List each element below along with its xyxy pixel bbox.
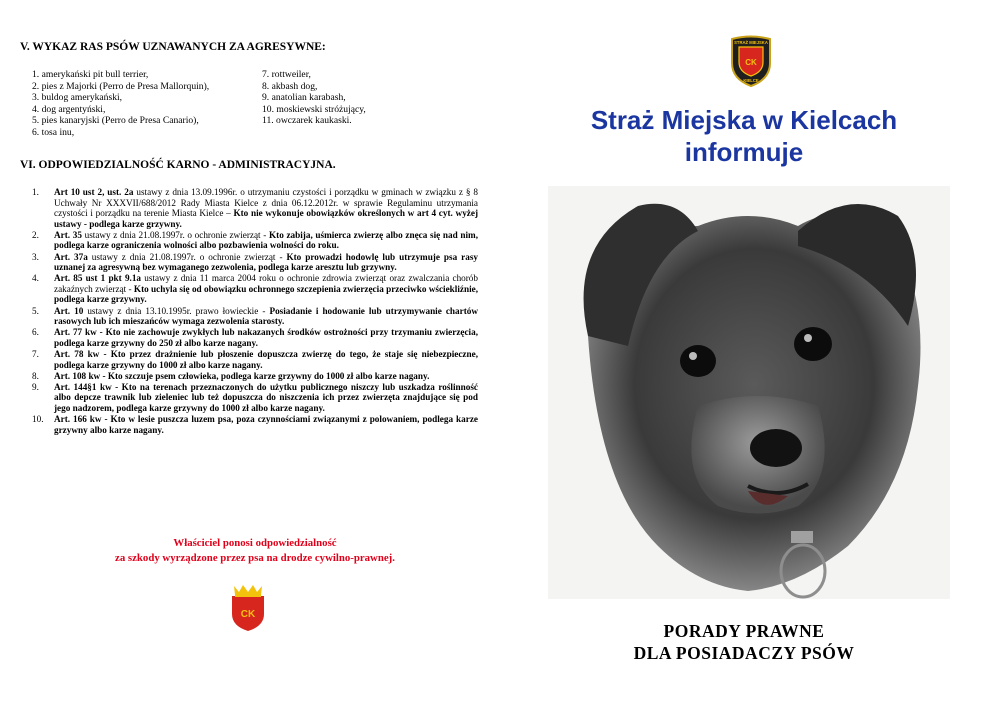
law-article-ref: Art. 77 kw - Kto nie zachowuje zwykłych lub nakazanych środków ostrożności przy trzymaniu zwierzęcia, podlega karze grzywny do 250 zł albo karze nagany.: [54, 327, 478, 348]
law-text: [54, 252, 478, 273]
crest-letters: CK: [240, 609, 256, 620]
breed-item: 1. amerykański pit bull terrier,: [32, 69, 149, 80]
law-number: 4.: [32, 273, 39, 284]
law-text: [54, 349, 478, 370]
law-number: 8.: [32, 370, 39, 381]
headline: [496, 104, 992, 168]
breed-item: 8. akbash dog,: [262, 80, 318, 92]
law-text: [54, 230, 478, 251]
law-text: [54, 306, 478, 327]
law-number: 1.: [32, 187, 39, 197]
dog-photo: [548, 186, 950, 599]
breed-item: 11. owczarek kaukaski.: [262, 115, 352, 126]
brochure-subtitle: [496, 620, 992, 664]
law-statute: ustawy z dnia 11 marca 2004 roku o ochronie zdrowia zwierząt oraz zwalczania chorób zakaźnych zwierząt -: [54, 273, 478, 294]
law-article-ref: Art. 37a: [54, 251, 88, 262]
law-item: [32, 252, 478, 273]
law-article-ref: Art 10 ust 2, ust. 2a: [54, 187, 134, 197]
law-list: [32, 187, 478, 436]
law-statute: ustawy z dnia 13.10.1995r. prawo łowieckie -: [83, 305, 270, 316]
breed-item: 4. dog argentyński,: [32, 103, 106, 115]
law-item: [32, 349, 478, 370]
breed-item: 3. buldog amerykański,: [32, 92, 123, 103]
law-article-ref: Art. 144§1 kw - Kto na terenach przeznaczonych do użytku publicznego niszczy lub uszkadza roślinność albo depcze trawnik lub zieleniec lub też dopuszcza do niszczenia ich przez zwierzęta znajdujące się pod jego nadzorem, podlega karze grzywny do 1000 zł albo karze nagany.: [54, 381, 478, 413]
breed-item: 5. pies kanaryjski (Perro de Presa Canario),: [32, 115, 199, 126]
kielce-coat-of-arms-icon: [230, 582, 266, 637]
law-text: [54, 187, 478, 229]
law-text: [54, 371, 478, 382]
law-article-ref: Art. 78 kw - Kto przez drażnienie lub płoszenie dopuszcza zwierzę do tego, że staje się niebezpieczne, podlega karze grzywny do 1000 zł albo karze nagany.: [54, 348, 478, 370]
law-statute: ustawy z dnia 21.08.1997r. o ochronie zwierząt -: [81, 229, 269, 240]
law-item: [32, 382, 478, 414]
law-penalty: Kto uchyla się od obowiązku ochronnego szczepienia zwierzęcia przeciwko wściekliźnie, podlega karze grzywny.: [54, 283, 479, 305]
owner-liability-notice: [40, 536, 470, 566]
breed-item: 9. anatolian karabash,: [262, 92, 346, 103]
section-5-title: V. WYKAZ RAS PSÓW UZNAWANYCH ZA AGRESYWNE:: [20, 41, 326, 53]
breed-item: 6. tosa inu,: [32, 126, 75, 138]
law-penalty: Kto prowadzi hodowlę lub utrzymuje psa rasy uznanej za agresywną bez wymaganego zezwolenia, podlega karze aresztu lub grzywny.: [54, 251, 478, 273]
badge-top-text: STRAŻ MIEJSKA: [734, 40, 768, 45]
section-6-title: VI. ODPOWIEDZIALNOŚĆ KARNO - ADMINISTRACYJNA.: [20, 159, 336, 171]
law-item: [32, 273, 478, 305]
breed-item: 2. pies z Majorki (Perro de Presa Mallorquin),: [32, 80, 210, 92]
owner-notice-line-1: Właściciel ponosi odpowiedzialność: [173, 537, 337, 549]
breed-item: 10. moskiewski stróżujący,: [262, 103, 366, 115]
law-article-ref: Art. 108 kw - Kto szczuje psem człowieka, podlega karze grzywny do 1000 zł albo karze nagany.: [54, 370, 430, 381]
law-statute: ustawy z dnia 13.09.1996r. o utrzymaniu czystości i porządku w gminach w związku z § 8 Uchwały Nr XXXVII/688/2012 Rady Miasta Kielce z dnia 06.12.2012r. w sprawie Regulaminu utrzymania czystości i porządku na terenie Miasta Kielce –: [54, 187, 478, 219]
law-article-ref: Art. 35: [54, 229, 82, 240]
breed-list-column-2: [262, 69, 366, 127]
breed-item: 7. rottweiler,: [262, 69, 311, 80]
breed-list-column-1: [32, 69, 209, 138]
owner-notice-line-2: za szkody wyrządzone przez psa na drodze cywilno-prawnej.: [115, 552, 395, 564]
headline-line-1: Straż Miejska w Kielcach: [590, 105, 898, 135]
badge-bottom-text: KIELCE: [743, 78, 759, 83]
law-penalty: Kto zabija, uśmierca zwierzę albo znęca się nad nim, podlega karze ograniczenia wolności albo pozbawienia wolności do roku.: [54, 229, 478, 251]
law-statute: ustawy z dnia 21.08.1997r. o ochronie zwierząt -: [87, 251, 287, 262]
law-number: 3.: [32, 251, 39, 262]
law-article-ref: Art. 85 ust 1 pkt 9.1a: [54, 273, 142, 284]
law-penalty: Posiadanie i hodowanie lub utrzymywanie chartów rasowych lub ich mieszańców wymaga zezwolenia starosty.: [54, 305, 478, 327]
law-text: [54, 327, 478, 348]
law-text: [54, 414, 478, 435]
law-number: 6.: [32, 327, 39, 338]
law-item: [32, 230, 478, 251]
law-number: 9.: [32, 381, 39, 392]
law-number: 2.: [32, 229, 39, 240]
badge-center-letters: CK: [745, 58, 757, 67]
headline-line-2: informuje: [684, 137, 804, 167]
law-article-ref: Art. 10: [54, 305, 84, 316]
law-article-ref: Art. 166 kw - Kto w lesie puszcza luzem psa, poza czynnościami związanymi z polowaniem, podlega karze grzywny albo karze nagany.: [54, 413, 478, 435]
law-item: [32, 414, 478, 435]
law-item: [32, 371, 478, 382]
law-item: [32, 327, 478, 348]
law-item: [32, 306, 478, 327]
right-panel: [496, 0, 992, 702]
law-text: [54, 273, 478, 305]
law-number: 7.: [32, 348, 39, 359]
law-number: 10.: [32, 413, 44, 424]
law-text: [54, 382, 478, 414]
city-guard-badge-icon: [729, 35, 773, 92]
law-item: [32, 187, 478, 229]
subtitle-line-1: PORADY PRAWNE: [663, 621, 825, 641]
law-number: 5.: [32, 305, 39, 316]
subtitle-line-2: DLA POSIADACZY PSÓW: [633, 643, 855, 663]
law-penalty: Kto nie wykonuje obowiązków określonych w art 4 cyt. wyżej ustawy - podlega karze grzywny.: [54, 208, 478, 229]
